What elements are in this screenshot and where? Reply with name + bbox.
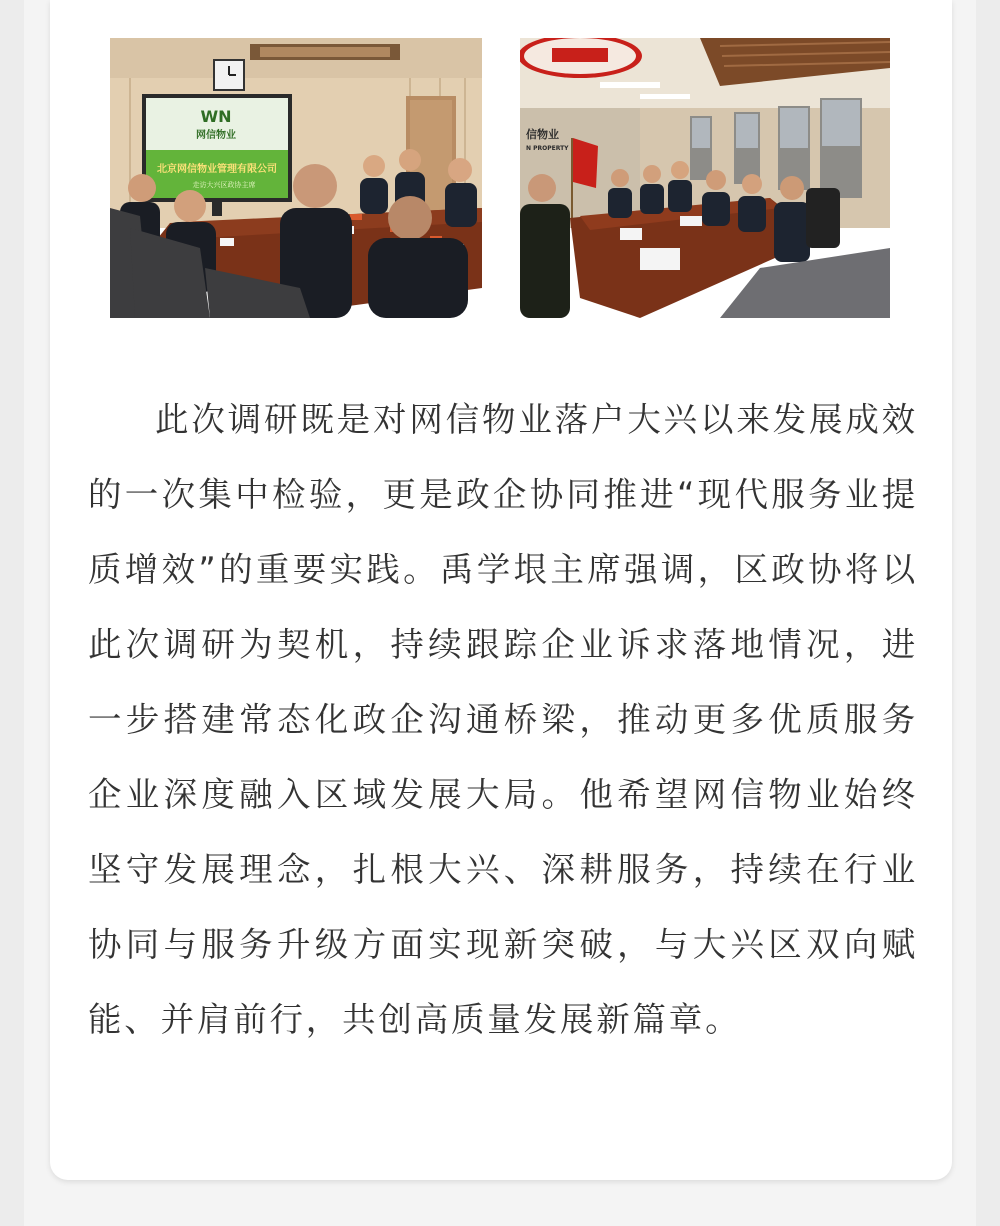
wall-logo-subtext: N PROPERTY [526, 145, 569, 152]
screen-title: 北京网信物业管理有限公司 [157, 164, 277, 175]
meeting-photo-right [520, 38, 890, 318]
article-card [50, 0, 952, 1180]
logo-mark: WN [200, 107, 232, 126]
screen-subtitle: 走访大兴区政协主席 [192, 181, 256, 189]
wall-logo-text: 信物业 [526, 128, 559, 141]
article-paragraph: 此次调研既是对网信物业落户大兴以来发展成效的一次集中检验，更是政企协同推进“现代服务业提质增效”的重要实践。禹学垠主席强调，区政协将以此次调研为契机，持续跟踪企业诉求落地情况，进一步搭建常态化政企沟通桥梁，推动更多优质服务企业深度融入区域发展大局。他希望网信物业始终坚守发展理念，扎根大兴、深耕服务，持续在行业协同与服务升级方面实现新突破，与大兴区双向赋能、并肩前行，共创高质量发展新篇章。 [88, 400, 918, 1039]
logo-text: 网信物业 [196, 130, 236, 141]
meeting-photo-left [110, 38, 482, 318]
